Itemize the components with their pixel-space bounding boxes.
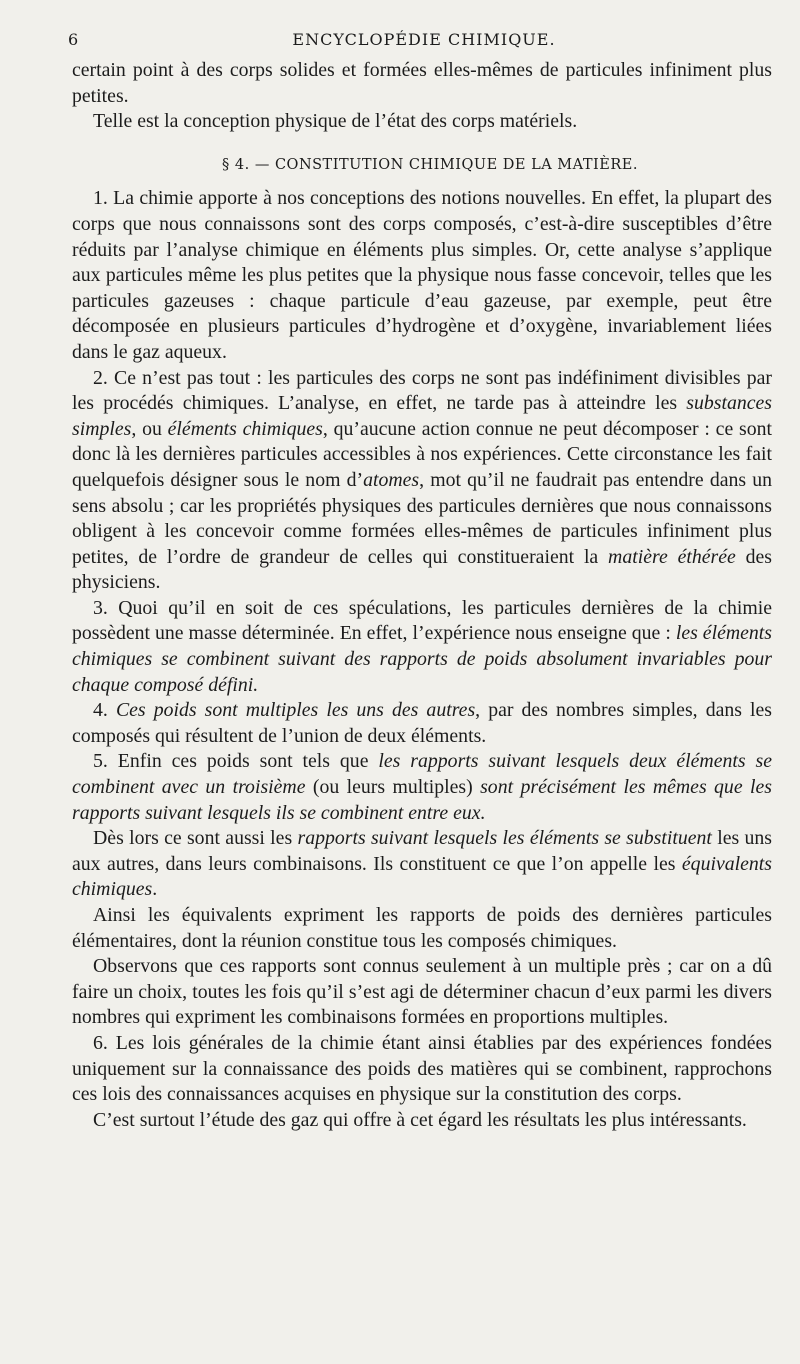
text-run: 2. Ce n’est pas tout : les particules des corps ne sont pas indéfiniment divisibles par les procédés chimiques. L’analyse, en effet, ne tarde pas à atteindre les [72,366,772,415]
italic-run: les rapports suivant lesquels deux éléments se combinent avec un troisième [72,750,772,799]
paragraph-3 [72,596,772,698]
paragraph-observons: Observons que ces rapports sont connus seulement à un multiple près ; car on a dû faire un choix, toutes les fois qu’il s’est agi de déterminer chacun d’eux parmi les divers nombres qui expriment les combinaisons formées en proportions multiples. [72,955,772,1029]
italic-run: matière éthérée [608,545,736,568]
text-run: des physiciens. [72,545,772,594]
paragraph-gaz: C’est surtout l’étude des gaz qui offre à cet égard les résultats les plus intéressants. [93,1108,747,1131]
text-run: 4. [93,699,116,722]
paragraph-5 [72,749,772,826]
text-run: , ou [131,417,168,440]
paragraph-equivalents: Ainsi les équivalents expriment les rapports de poids des dernières particules élémentaires, dont la réunion constitue tous les composés chimiques. [72,904,772,952]
body-text [72,58,772,1133]
paragraph-substitution [72,826,772,903]
paragraph-4 [72,698,772,749]
text-run: , mot qu’il ne faudrait pas entendre dans un sens absolu ; car les propriétés physiques des particules dernières que nous connaissons obligent à les concevoir comme formées elles-mêmes de particules infiniment plus petites, de l’ordre de grandeur de celles qui constitueraient la [72,468,772,568]
paragraph-conception: Telle est la conception physique de l’état des corps matériels. [93,110,578,133]
italic-run: éléments chimiques [167,417,323,440]
text-run: Dès lors ce sont aussi les [93,827,298,850]
italic-run: substances simples [72,392,772,440]
text-run: 3. Quoi qu’il en soit de ces spéculations, les particules dernières de la chimie possèdent une masse déterminée. En effet, l’expérience nous enseigne que : [72,596,772,645]
italic-run: les éléments chimiques se combinent suivant des rapports de poids absolument invariables pour chaque composé défini. [72,622,773,696]
page-header [68,30,780,56]
paragraph-continuation: certain point à des corps solides et formées elles-mêmes de particules infiniment plus petites. [72,59,772,107]
text-run: les uns aux autres, dans leurs combinaisons. Ils constituent ce que l’on appelle les [72,827,773,875]
running-head: ENCYCLOPÉDIE CHIMIQUE. [292,30,556,49]
italic-run: Ces poids sont multiples les uns des autres [115,699,476,722]
text-run: . [152,878,158,901]
italic-run: rapports suivant lesquels les éléments se substituent [297,827,712,850]
italic-run: atomes [363,468,420,491]
paragraph-2 [72,366,772,596]
section-title: § 4. — CONSTITUTION CHIMIQUE DE LA MATIÈRE. [222,156,638,173]
page-number: 6 [68,30,80,49]
text-run: , par des nombres simples, dans les composés qui résultent de l’union de deux éléments. [72,699,773,747]
paragraph-1: 1. La chimie apporte à nos conceptions des notions nouvelles. En effet, la plupart des corps que nous connaissons sont des corps composés, c’est-à-dire susceptibles d’être réduits par l’analyse chimique en éléments plus simples. Or, cette analyse s’applique aux particules même les plus petites que la physique nous fasse concevoir, telles que les particules gazeuses : chaque particule d’eau gazeuse, par exemple, peut être décomposée en plusieurs particules d’hydrogène et d’oxygène, invariablement liées dans le gaz aqueux. [72,187,772,363]
italic-run: équivalents chimiques [72,852,772,901]
text-run: 5. Enfin ces poids sont tels que [93,750,379,773]
paragraph-6: 6. Les lois générales de la chimie étant ainsi établies par des expériences fondées uniquement sur la connaissance des poids des matières qui se combinent, rapprochons ces lois des connaissances acquises en physique sur la constitution des corps. [72,1031,772,1106]
text-run: , qu’aucune action connue ne peut décomposer : ce sont donc là les dernières particules accessibles à nos expériences. Cette circonstance les fait quelquefois désigner sous le nom d’ [72,417,772,491]
italic-run: sont précisément les mêmes que les rapports suivant lesquels ils se combinent entre eux. [72,776,772,824]
text-run: (ou leurs multiples) [305,776,481,799]
